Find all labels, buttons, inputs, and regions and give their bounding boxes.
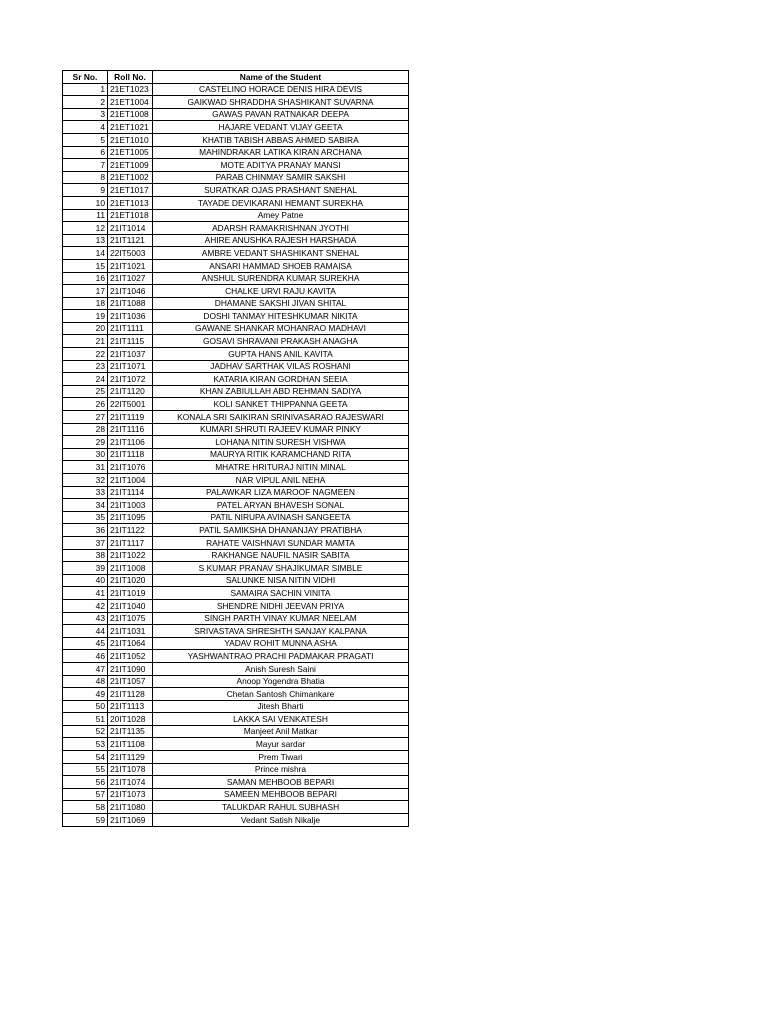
table-row (63, 360, 409, 373)
roll-no-cell: 21ET1010 (108, 133, 153, 146)
roll-no-cell: 21IT1088 (108, 297, 153, 310)
sr-no-cell: 44 (63, 625, 108, 638)
student-name-cell: RAHATE VAISHNAVI SUNDAR MAMTA (153, 536, 409, 549)
student-name-cell: DHAMANE SAKSHI JIVAN SHITAL (153, 297, 409, 310)
sr-no-cell: 28 (63, 423, 108, 436)
student-name-cell: RAKHANGE NAUFIL NASIR SABITA (153, 549, 409, 562)
student-name-cell: GAWANE SHANKAR MOHANRAO MADHAVI (153, 322, 409, 335)
sr-no-cell: 21 (63, 335, 108, 348)
student-name-cell: SAMAN MEHBOOB BEPARI (153, 776, 409, 789)
roll-no-cell: 21IT1037 (108, 348, 153, 361)
student-name-cell: YADAV ROHIT MUNNA ASHA (153, 637, 409, 650)
roll-no-cell: 21IT1040 (108, 599, 153, 612)
roll-no-cell: 21IT1108 (108, 738, 153, 751)
roll-no-cell: 21IT1057 (108, 675, 153, 688)
roll-no-cell: 21ET1008 (108, 108, 153, 121)
student-name-cell: MHATRE HRITURAJ NITIN MINAL (153, 461, 409, 474)
roll-no-cell: 21IT1003 (108, 499, 153, 512)
student-name-cell: KOLI SANKET THIPPANNA GEETA (153, 398, 409, 411)
student-name-cell: LOHANA NITIN SURESH VISHWA (153, 436, 409, 449)
sr-no-cell: 39 (63, 562, 108, 575)
table-row (63, 348, 409, 361)
table-row (63, 196, 409, 209)
student-name-cell: NAR VIPUL ANIL NEHA (153, 474, 409, 487)
student-name-cell: JADHAV SARTHAK VILAS ROSHANI (153, 360, 409, 373)
sr-no-cell: 6 (63, 146, 108, 159)
table-row (63, 599, 409, 612)
table-row (63, 285, 409, 298)
student-name-cell: CHALKE URVI RAJU KAVITA (153, 285, 409, 298)
roll-no-cell: 21IT1118 (108, 448, 153, 461)
student-name-cell: SINGH PARTH VINAY KUMAR NEELAM (153, 612, 409, 625)
student-name-cell: Amey Patne (153, 209, 409, 222)
roll-no-cell: 21IT1114 (108, 486, 153, 499)
table-row (63, 763, 409, 776)
table-row (63, 688, 409, 701)
sr-no-cell: 40 (63, 574, 108, 587)
roll-no-cell: 21IT1019 (108, 587, 153, 600)
sr-no-cell: 38 (63, 549, 108, 562)
student-name-cell: SURATKAR OJAS PRASHANT SNEHAL (153, 184, 409, 197)
table-row (63, 751, 409, 764)
sr-no-cell: 10 (63, 196, 108, 209)
sr-no-cell: 25 (63, 385, 108, 398)
table-row (63, 700, 409, 713)
sr-no-cell: 47 (63, 662, 108, 675)
sr-no-cell: 3 (63, 108, 108, 121)
roll-no-cell: 21IT1111 (108, 322, 153, 335)
roll-no-cell: 21IT1119 (108, 411, 153, 424)
student-name-cell: Mayur sardar (153, 738, 409, 751)
table-row (63, 625, 409, 638)
table-row (63, 121, 409, 134)
table-row (63, 411, 409, 424)
sr-no-cell: 15 (63, 259, 108, 272)
table-row (63, 650, 409, 663)
sr-no-cell: 43 (63, 612, 108, 625)
sr-no-cell: 20 (63, 322, 108, 335)
student-name-cell: MAURYA RITIK KARAMCHAND RITA (153, 448, 409, 461)
table-row (63, 171, 409, 184)
student-name-cell: YASHWANTRAO PRACHI PADMAKAR PRAGATI (153, 650, 409, 663)
sr-no-cell: 8 (63, 171, 108, 184)
header-row (63, 71, 409, 84)
roll-no-cell: 22IT5001 (108, 398, 153, 411)
roll-no-cell: 21IT1117 (108, 536, 153, 549)
roll-no-cell: 21ET1018 (108, 209, 153, 222)
roll-no-cell: 21IT1074 (108, 776, 153, 789)
student-name-cell: GAIKWAD SHRADDHA SHASHIKANT SUVARNA (153, 96, 409, 109)
roll-no-cell: 21IT1014 (108, 222, 153, 235)
header-student-name: Name of the Student (153, 71, 409, 84)
roll-no-cell: 21IT1128 (108, 688, 153, 701)
roll-no-cell: 21ET1013 (108, 196, 153, 209)
table-row (63, 259, 409, 272)
student-name-cell: LAKKA SAI VENKATESH (153, 713, 409, 726)
sr-no-cell: 51 (63, 713, 108, 726)
sr-no-cell: 18 (63, 297, 108, 310)
roll-no-cell: 21IT1113 (108, 700, 153, 713)
student-name-cell: PATEL ARYAN BHAVESH SONAL (153, 499, 409, 512)
sr-no-cell: 36 (63, 524, 108, 537)
student-name-cell: PARAB CHINMAY SAMIR SAKSHI (153, 171, 409, 184)
table-row (63, 96, 409, 109)
student-name-cell: ADARSH RAMAKRISHNAN JYOTHI (153, 222, 409, 235)
sr-no-cell: 45 (63, 637, 108, 650)
roll-no-cell: 21ET1017 (108, 184, 153, 197)
student-name-cell: Chetan Santosh Chimankare (153, 688, 409, 701)
roll-no-cell: 20IT1028 (108, 713, 153, 726)
table-row (63, 574, 409, 587)
roll-no-cell: 21ET1005 (108, 146, 153, 159)
student-name-cell: SAMAIRA SACHIN VINITA (153, 587, 409, 600)
roll-no-cell: 21IT1069 (108, 814, 153, 827)
sr-no-cell: 31 (63, 461, 108, 474)
table-row (63, 612, 409, 625)
table-row (63, 662, 409, 675)
roll-no-cell: 21IT1071 (108, 360, 153, 373)
sr-no-cell: 24 (63, 373, 108, 386)
table-row (63, 184, 409, 197)
roll-no-cell: 21ET1023 (108, 83, 153, 96)
student-name-cell: Prince mishra (153, 763, 409, 776)
table-row (63, 675, 409, 688)
table-row (63, 511, 409, 524)
student-name-cell: Manjeet Anil Matkar (153, 725, 409, 738)
table-row (63, 499, 409, 512)
student-name-cell: TAYADE DEVIKARANI HEMANT SUREKHA (153, 196, 409, 209)
roll-no-cell: 21IT1095 (108, 511, 153, 524)
sr-no-cell: 54 (63, 751, 108, 764)
roll-no-cell: 21IT1064 (108, 637, 153, 650)
roll-no-cell: 21IT1027 (108, 272, 153, 285)
table-header (63, 71, 409, 84)
sr-no-cell: 53 (63, 738, 108, 751)
table-row (63, 247, 409, 260)
sr-no-cell: 32 (63, 474, 108, 487)
roll-no-cell: 21IT1031 (108, 625, 153, 638)
table-row (63, 322, 409, 335)
sr-no-cell: 52 (63, 725, 108, 738)
sr-no-cell: 59 (63, 814, 108, 827)
roll-no-cell: 21IT1106 (108, 436, 153, 449)
sr-no-cell: 22 (63, 348, 108, 361)
sr-no-cell: 2 (63, 96, 108, 109)
sr-no-cell: 37 (63, 536, 108, 549)
table-row (63, 272, 409, 285)
table-row (63, 234, 409, 247)
sr-no-cell: 50 (63, 700, 108, 713)
student-name-cell: SHENDRE NIDHI JEEVAN PRIYA (153, 599, 409, 612)
roll-no-cell: 21IT1020 (108, 574, 153, 587)
table-row (63, 536, 409, 549)
table-row (63, 562, 409, 575)
roll-no-cell: 21IT1080 (108, 801, 153, 814)
student-name-cell: GAWAS PAVAN RATNAKAR DEEPA (153, 108, 409, 121)
roll-no-cell: 21IT1072 (108, 373, 153, 386)
student-name-cell: Anish Suresh Saini (153, 662, 409, 675)
sr-no-cell: 56 (63, 776, 108, 789)
student-name-cell: KHAN ZABIULLAH ABD REHMAN SADIYA (153, 385, 409, 398)
student-name-cell: ANSHUL SURENDRA KUMAR SUREKHA (153, 272, 409, 285)
student-name-cell: MOTE ADITYA PRANAY MANSI (153, 159, 409, 172)
roll-no-cell: 21IT1073 (108, 788, 153, 801)
student-name-cell: Anoop Yogendra Bhatia (153, 675, 409, 688)
student-name-cell: DOSHI TANMAY HITESHKUMAR NIKITA (153, 310, 409, 323)
sr-no-cell: 16 (63, 272, 108, 285)
table-row (63, 297, 409, 310)
student-name-cell: AHIRE ANUSHKA RAJESH HARSHADA (153, 234, 409, 247)
table-body (63, 83, 409, 826)
table-row (63, 725, 409, 738)
sr-no-cell: 17 (63, 285, 108, 298)
table-row (63, 423, 409, 436)
roll-no-cell: 21IT1116 (108, 423, 153, 436)
sr-no-cell: 42 (63, 599, 108, 612)
header-roll-no: Roll No. (108, 71, 153, 84)
roll-no-cell: 21ET1009 (108, 159, 153, 172)
student-list-table (62, 70, 409, 827)
sr-no-cell: 46 (63, 650, 108, 663)
sr-no-cell: 14 (63, 247, 108, 260)
table-row (63, 385, 409, 398)
sr-no-cell: 41 (63, 587, 108, 600)
student-name-cell: KUMARI SHRUTI RAJEEV KUMAR PINKY (153, 423, 409, 436)
table-row (63, 373, 409, 386)
table-row (63, 486, 409, 499)
student-name-cell: S KUMAR PRANAV SHAJIKUMAR SIMBLE (153, 562, 409, 575)
sr-no-cell: 1 (63, 83, 108, 96)
sr-no-cell: 48 (63, 675, 108, 688)
student-name-cell: SALUNKE NISA NITIN VIDHI (153, 574, 409, 587)
roll-no-cell: 21IT1021 (108, 259, 153, 272)
sr-no-cell: 23 (63, 360, 108, 373)
sr-no-cell: 30 (63, 448, 108, 461)
roll-no-cell: 21IT1004 (108, 474, 153, 487)
student-name-cell: ANSARI HAMMAD SHOEB RAMAISA (153, 259, 409, 272)
table-row (63, 335, 409, 348)
sr-no-cell: 49 (63, 688, 108, 701)
sr-no-cell: 58 (63, 801, 108, 814)
roll-no-cell: 21IT1135 (108, 725, 153, 738)
roll-no-cell: 21IT1075 (108, 612, 153, 625)
sr-no-cell: 33 (63, 486, 108, 499)
sr-no-cell: 55 (63, 763, 108, 776)
roll-no-cell: 21IT1036 (108, 310, 153, 323)
table-row (63, 146, 409, 159)
table-row (63, 398, 409, 411)
roll-no-cell: 21IT1115 (108, 335, 153, 348)
header-sr-no: Sr No. (63, 71, 108, 84)
student-name-cell: Jitesh Bharti (153, 700, 409, 713)
sr-no-cell: 9 (63, 184, 108, 197)
sr-no-cell: 34 (63, 499, 108, 512)
sr-no-cell: 29 (63, 436, 108, 449)
roll-no-cell: 22IT5003 (108, 247, 153, 260)
table-row (63, 474, 409, 487)
roll-no-cell: 21IT1122 (108, 524, 153, 537)
table-row (63, 776, 409, 789)
student-name-cell: HAJARE VEDANT VIJAY GEETA (153, 121, 409, 134)
table-row (63, 159, 409, 172)
student-name-cell: Prem Tiwari (153, 751, 409, 764)
sr-no-cell: 57 (63, 788, 108, 801)
table-row (63, 108, 409, 121)
sr-no-cell: 19 (63, 310, 108, 323)
roll-no-cell: 21IT1076 (108, 461, 153, 474)
student-name-cell: KATARIA KIRAN GORDHAN SEEIA (153, 373, 409, 386)
table-row (63, 801, 409, 814)
roll-no-cell: 21IT1052 (108, 650, 153, 663)
table-row (63, 738, 409, 751)
sr-no-cell: 27 (63, 411, 108, 424)
sr-no-cell: 26 (63, 398, 108, 411)
roll-no-cell: 21ET1004 (108, 96, 153, 109)
table-row (63, 788, 409, 801)
sr-no-cell: 5 (63, 133, 108, 146)
student-name-cell: TALUKDAR RAHUL SUBHASH (153, 801, 409, 814)
roll-no-cell: 21ET1002 (108, 171, 153, 184)
student-name-cell: PALAWKAR LIZA MAROOF NAGMEEN (153, 486, 409, 499)
sr-no-cell: 12 (63, 222, 108, 235)
roll-no-cell: 21IT1090 (108, 662, 153, 675)
student-name-cell: KONALA SRI SAIKIRAN SRINIVASARAO RAJESWARI (153, 411, 409, 424)
table-row (63, 209, 409, 222)
student-name-cell: SRIVASTAVA SHRESHTH SANJAY KALPANA (153, 625, 409, 638)
table-row (63, 436, 409, 449)
roll-no-cell: 21IT1078 (108, 763, 153, 776)
student-name-cell: CASTELINO HORACE DENIS HIRA DEVIS (153, 83, 409, 96)
sr-no-cell: 7 (63, 159, 108, 172)
table-row (63, 814, 409, 827)
student-name-cell: Vedant Satish Nikalje (153, 814, 409, 827)
roll-no-cell: 21IT1121 (108, 234, 153, 247)
sr-no-cell: 4 (63, 121, 108, 134)
roll-no-cell: 21IT1129 (108, 751, 153, 764)
student-name-cell: MAHINDRAKAR LATIKA KIRAN ARCHANA (153, 146, 409, 159)
roll-no-cell: 21IT1022 (108, 549, 153, 562)
table-row (63, 637, 409, 650)
table-row (63, 461, 409, 474)
table-row (63, 83, 409, 96)
sr-no-cell: 35 (63, 511, 108, 524)
sr-no-cell: 11 (63, 209, 108, 222)
sr-no-cell: 13 (63, 234, 108, 247)
table-row (63, 587, 409, 600)
table-row (63, 549, 409, 562)
roll-no-cell: 21IT1008 (108, 562, 153, 575)
table-row (63, 133, 409, 146)
student-name-cell: GOSAVI SHRAVANI PRAKASH ANAGHA (153, 335, 409, 348)
student-name-cell: GUPTA HANS ANIL KAVITA (153, 348, 409, 361)
roll-no-cell: 21ET1021 (108, 121, 153, 134)
table-row (63, 524, 409, 537)
student-name-cell: SAMEEN MEHBOOB BEPARI (153, 788, 409, 801)
student-name-cell: PATIL NIRUPA AVINASH SANGEETA (153, 511, 409, 524)
student-name-cell: KHATIB TABISH ABBAS AHMED SABIRA (153, 133, 409, 146)
roll-no-cell: 21IT1120 (108, 385, 153, 398)
table-row (63, 310, 409, 323)
student-name-cell: PATIL SAMIKSHA DHANANJAY PRATIBHA (153, 524, 409, 537)
student-name-cell: AMBRE VEDANT SHASHIKANT SNEHAL (153, 247, 409, 260)
roll-no-cell: 21IT1046 (108, 285, 153, 298)
table-row (63, 448, 409, 461)
table-row (63, 222, 409, 235)
table-row (63, 713, 409, 726)
